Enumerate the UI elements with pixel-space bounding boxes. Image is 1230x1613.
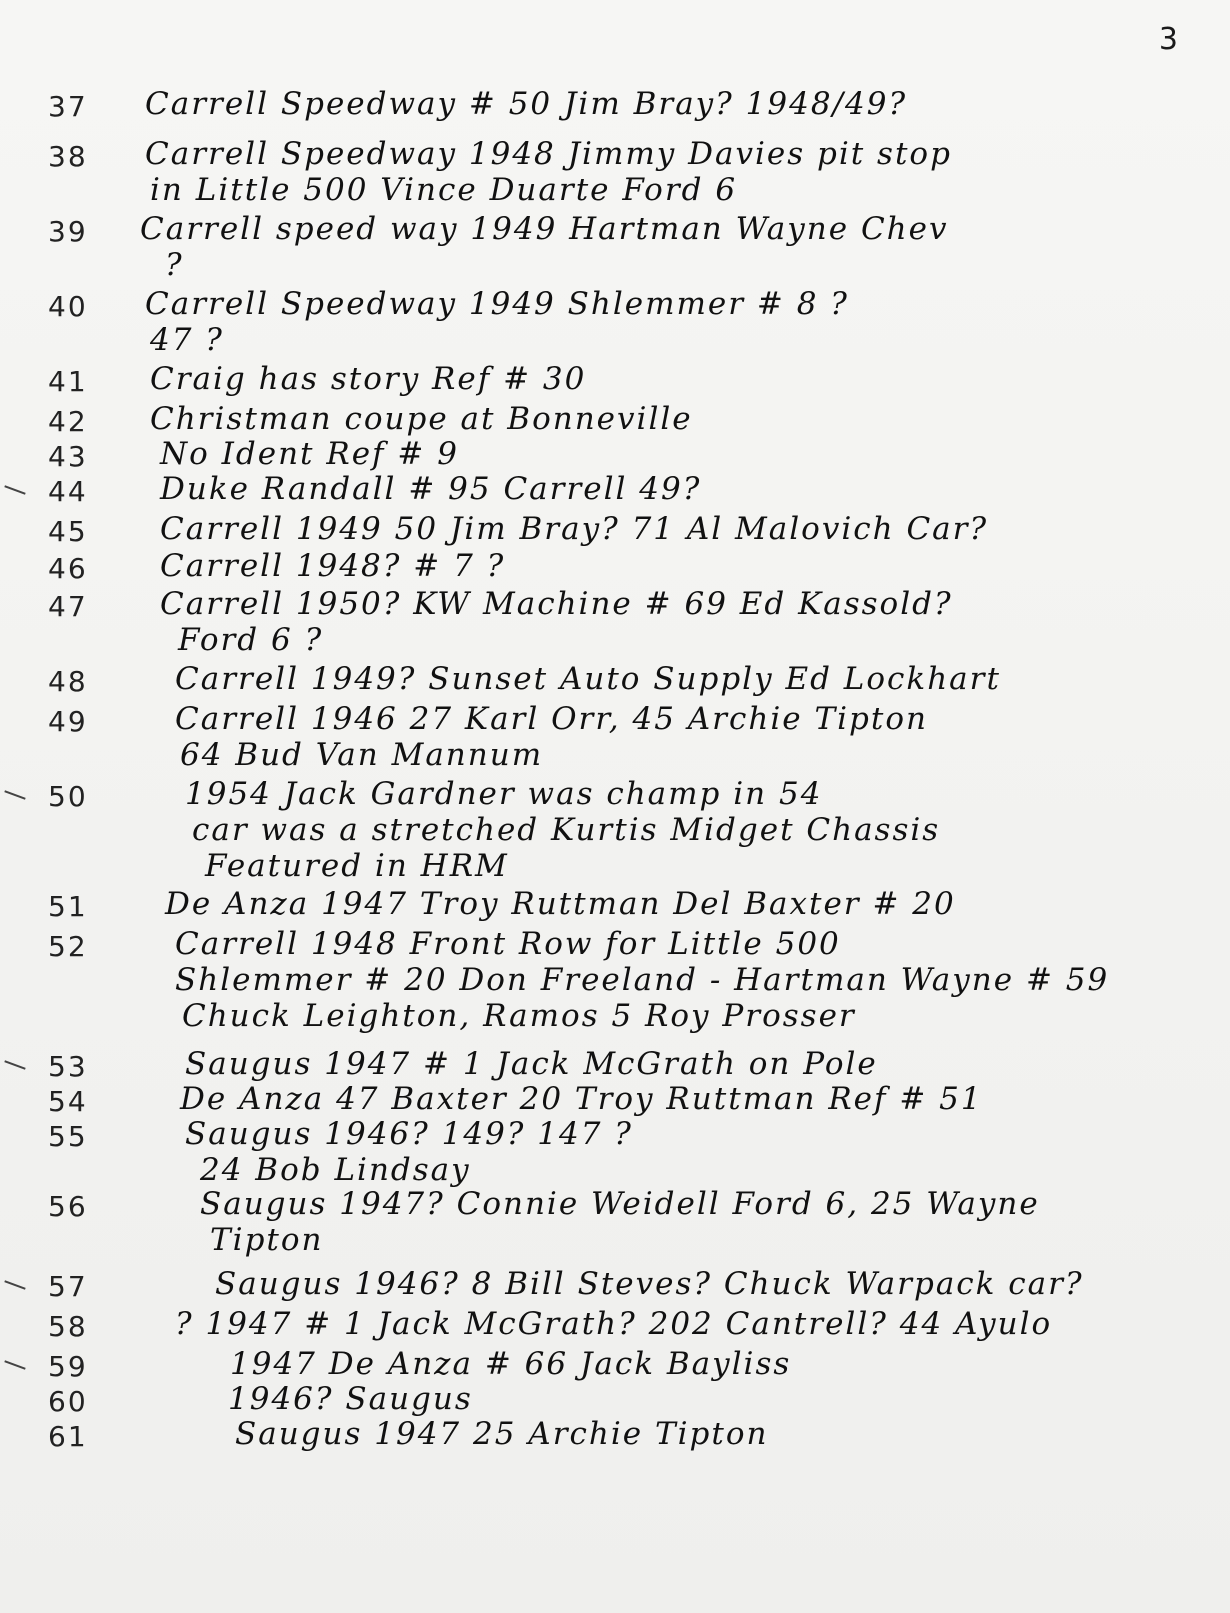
entry-text-line: Chuck Leighton, Ramos 5 Roy Prosser [182,998,856,1034]
entry-text-line: Carrell 1949? Sunset Auto Supply Ed Lockhart [175,661,1001,697]
entry-text-line: in Little 500 Vince Duarte Ford 6 [150,172,738,208]
page-number: 3 [1158,22,1178,57]
entry-text-line: Carrell speed way 1949 Hartman Wayne Chev [140,211,949,247]
entry-text-line: car was a stretched Kurtis Midget Chassis [192,812,941,848]
entry-text-line: Saugus 1947 # 1 Jack McGrath on Pole [185,1046,878,1082]
entry-text-line: Featured in HRM [205,848,509,884]
entry-number: 40 [48,290,88,323]
entry-number: 45 [48,515,88,548]
entry-text-line: Christman coupe at Bonneville [150,401,693,437]
entry-text-line: Carrell 1950? KW Machine # 69 Ed Kassold? [160,586,953,622]
entry-text-line: Saugus 1947 25 Archie Tipton [235,1416,769,1452]
entry-number: 55 [48,1120,88,1153]
entry-number: 54 [48,1085,88,1118]
entry-number: 42 [48,405,88,438]
entry-text-line: 47 ? [150,322,224,358]
entry-text-line: De Anza 47 Baxter 20 Troy Ruttman Ref # 51 [180,1081,983,1117]
entry-number: 39 [48,215,88,248]
entry-text-line: Shlemmer # 20 Don Freeland - Hartman Wayne # 59 [175,962,1110,998]
entry-text-line: Carrell 1948? # 7 ? [160,548,506,584]
entry-number: 60 [48,1385,88,1418]
entry-text-line: Carrell 1946 27 Karl Orr, 45 Archie Tipton [175,701,928,737]
entry-number: 59 [48,1350,88,1383]
entry-number: 44 [48,475,88,508]
entry-number: 56 [48,1190,88,1223]
entry-number: 41 [48,365,88,398]
entry-number: 51 [48,890,88,923]
entry-text-line: Saugus 1946? 149? 147 ? [185,1116,633,1152]
entry-text-line: 1946? Saugus [228,1381,473,1417]
entry-text-line: ? 1947 # 1 Jack McGrath? 202 Cantrell? 44 Ayulo [175,1306,1053,1342]
entry-number: 49 [48,705,88,738]
entry-text-line: 24 Bob Lindsay [200,1152,471,1188]
entry-number: 57 [48,1270,88,1303]
entry-text-line: Saugus 1946? 8 Bill Steves? Chuck Warpack car? [215,1266,1084,1302]
entry-text-line: Duke Randall # 95 Carrell 49? [160,471,702,507]
entry-text-line: De Anza 1947 Troy Ruttman Del Baxter # 20 [165,886,956,922]
entry-text-line: Carrell 1948 Front Row for Little 500 [175,926,841,962]
entry-number: 61 [48,1420,88,1453]
entry-text-line: Carrell Speedway # 50 Jim Bray? 1948/49? [145,86,908,122]
entry-text-line: 64 Bud Van Mannum [180,737,544,773]
entry-number: 48 [48,665,88,698]
entry-text-line: No Ident Ref # 9 [160,436,459,472]
entry-text-line: 1947 De Anza # 66 Jack Bayliss [230,1346,792,1382]
margin-tick-mark [4,1280,25,1289]
entry-number: 52 [48,930,88,963]
margin-tick-mark [4,1060,25,1069]
entry-text-line: Craig has story Ref # 30 [150,361,587,397]
margin-tick-mark [4,790,25,799]
entry-number: 53 [48,1050,88,1083]
margin-tick-mark [4,485,25,494]
entry-number: 38 [48,140,88,173]
entry-number: 46 [48,552,88,585]
entry-text-line: Carrell 1949 50 Jim Bray? 71 Al Malovich Car? [160,511,989,547]
entry-text-line: Carrell Speedway 1948 Jimmy Davies pit stop [145,136,952,172]
entry-text-line: Ford 6 ? [178,622,324,658]
entry-text-line: Saugus 1947? Connie Weidell Ford 6, 25 Wayne [200,1186,1040,1222]
entry-number: 43 [48,440,88,473]
entry-text-line: 1954 Jack Gardner was champ in 54 [185,776,823,812]
entry-number: 50 [48,780,88,813]
entry-text-line: Carrell Speedway 1949 Shlemmer # 8 ? [145,286,849,322]
margin-tick-mark [4,1360,25,1369]
entry-number: 58 [48,1310,88,1343]
entry-number: 37 [48,90,88,123]
entry-text-line: Tipton [210,1222,324,1258]
entry-text-line: ? [165,247,184,283]
entry-number: 47 [48,590,88,623]
